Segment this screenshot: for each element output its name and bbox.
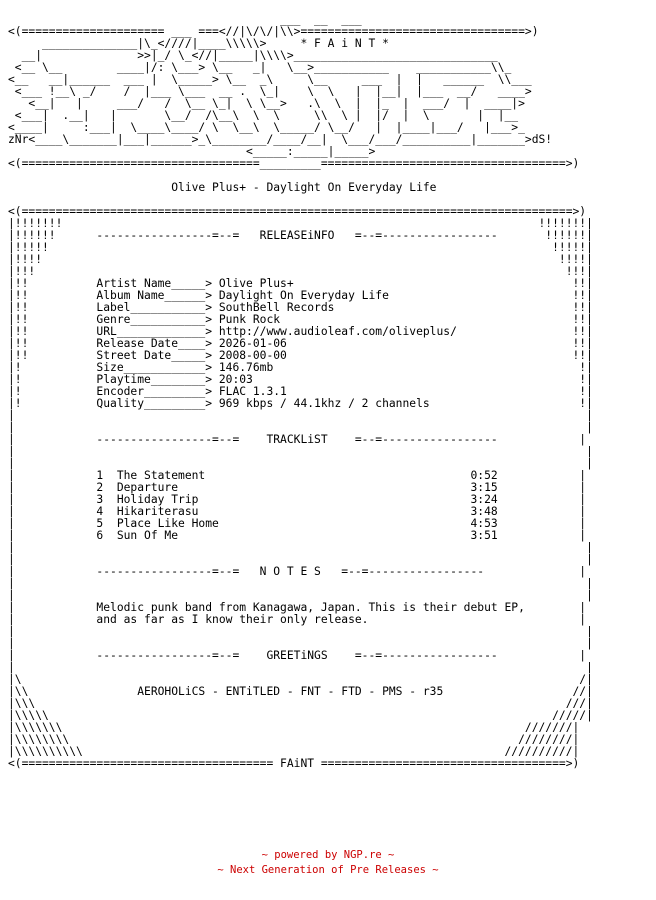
- footer-powered-by: ~ powered by NGP.re ~: [261, 849, 395, 861]
- footer-tagline: ~ Next Generation of Pre Releases ~: [217, 864, 439, 876]
- footer: [0, 848, 656, 878]
- nfo-text: ___ __ ___ <(===================== ___ ===<//|\/\/|\\>=================================>) ______________|\_<////|____\\\\\> * F A i N T * __| >>|_/ \_<//|_____|\\\\>______________________________ <__ \__ ____|/: \___> \__ _| \__>___________ ___________\\_ <__ __|______ ___ | \_____> \__ _\ \__ ___ | | ______ \\___ <___ !__\ _/ / |___ \___ __ . \_| \ \ | |__| |___ __/ ____> <__| | ___/ / \__ \_| \ \__> .\ \ | |_ | ___/ | ____|> <___| .__| | \__/ /\__\ \ \ \\ \ | |/ | \ | |__ <____| :___| \____\____/ \ \__\ \_____/ \__/ | |____|___/ |___>_ zNr<____\_______|___|______>_\________/____/__| \___/___/__________|_______>dS! <_____:_____|_____> <(===================================_________====================================>) Olive Plus+ - Daylight On Everyday Life <(=================================================================================>) |!!!!!!! !!!!!!!| |!!!!!! -----------------=--= RELEASEiNFO =--=----------------- !!!!!!| |!!!!! !!!!!| |!!!! !!!!| |!!! !!!| |!! Artist Name_____> Olive Plus+ !!| |!! Album Name______> Daylight On Everyday Life !!| |!! Label___________> SouthBell Records !!| |!! Genre___________> Punk Rock !!| |!! URL_____________> http://www.audioleaf.com/oliveplus/ !!| |!! Release Date____> 2026-01-06 !!| |!! Street Date_____> 2008-00-00 !!| |! Size____________> 146.76mb !| |! Playtime________> 20:03 !| |! Encoder_________> FLAC 1.3.1 !| |! Quality_________> 969 kbps / 44.1khz / 2 channels !| | | | | | -----------------=--= TRACKLiST =--=----------------- | | | | | | 1 The Statement 0:52 | | 2 Departure 3:15 | | 3 Holiday Trip 3:24 | | 4 Hikariterasu 3:48 | | 5 Place Like Home 4:53 | | 6 Sun Of Me 3:51 | | | | | | -----------------=--= N O T E S =--=----------------- | | | | | | Melodic punk band from Kanagawa, Japan. This is their debut EP, | | and as far as I know their only release. | | | | | | -----------------=--= GREETiNGS =--=----------------- | | | |\ /| |\\ AEROHOLiCS - ENTiTLED - FNT - FTD - PMS - r35 //| |\\\ ///| |\\\\\ /////| |\\\\\\\ ///////| |\\\\\\\\ ////////| |\\\\\\\\\\ //////////| <(===================================== FAiNT ====================================>): [8, 13, 593, 770]
